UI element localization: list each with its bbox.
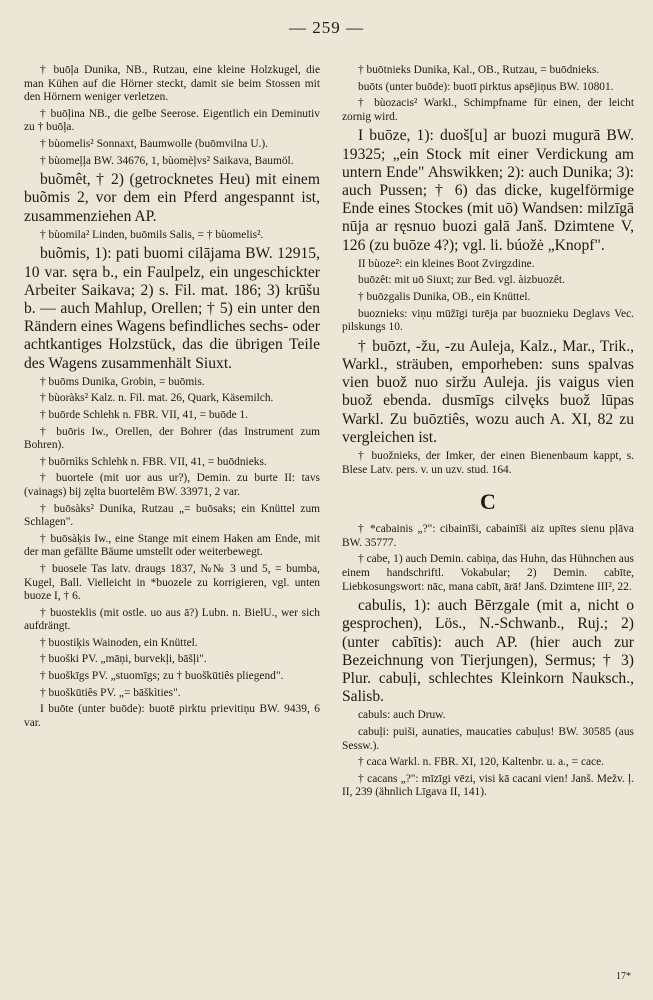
dictionary-entry: † buōsàķis Iw., eine Stange mit einem Haken am Ende, mit der man gefällte Bäume umstellt oder weiterbewegt. (24, 532, 320, 559)
right-column (342, 64, 634, 803)
dictionary-entry: † buoški PV. „māņi, burvekļi, bāšļi". (40, 653, 207, 666)
dictionary-entry: cabulis, 1): auch Bērzgale (mit a, nicht o gesprochen), Lös., N.-Schwanb., Ruj.; 2) (unter cabītis): auch AP. (hier auch zur Bezeichnung von Tierjungen), Sermus; † 3) Plur. cabuļi, schlechtes Kleinkorn Nauksch., Salisb. (342, 597, 634, 706)
dictionary-entry: I buōze, 1): duoš[u] ar buozi mugurā BW. 19325; „ein Stock mit einer Verdickung am untern Ende" Ahswikken; 2): auch Dunika; 3): auch Pussen; † 6) das dicke, kugelförmige Ende eines Stockes (mit uō) Wandsen: milzīgā nūja ar ręsnuo buozi galā Janš. Dzimtene V, 126 (zu buōze 4?); vgl. li. búožė „Knopf". (342, 127, 634, 254)
dictionary-entry: † buortele (mit uor aus ur?), Demin. zu burte II: tavs (vainags) bij zęlta buortelêm BW. 33971, 2 var. (24, 472, 320, 498)
dictionary-entry: † bùomelis² Sonnaxt, Baumwolle (buōmvilna U.). (40, 137, 269, 150)
dictionary-entry: buōzêt: mit uō Siuxt; zur Bed. vgl. àizbuozêt. (358, 274, 565, 287)
dictionary-entry: cabuls: auch Druw. (358, 709, 446, 722)
dictionary-entry: † cabe, 1) auch Demin. cabiņa, das Huhn, das Hühnchen aus einem handschriftl. Vokabular; 2) Demin. cabīte, Liebkosungswort: nāc, mana cabīt, ārā! Janš. Dzimtene III², 22. (342, 553, 634, 593)
dictionary-entry: † buōsàks² Dunika, Rutzau „= buōsaks; ein Knüttel zum Schlagen". (24, 502, 320, 529)
dictionary-entry: † *cabainis „?": cibainīši, cabainīši aiz upītes sienu pļāva BW. 35777. (342, 523, 634, 549)
dictionary-entry: cabuļi: puiši, aunaties, maucaties cabuļus! BW. 30585 (aus Sessw.). (342, 725, 634, 752)
dictionary-entry: † buosele Tas latv. draugs 1837, №№ 3 und 5, = bumba, Kugel, Ball. Vielleicht in *buozele zu korrigieren, vgl. unten buoze I, † 6. (24, 562, 320, 603)
dictionary-entry: † buoškīgs PV. „stuomīgs; zu † buoškūtiês pliegend". (40, 670, 284, 683)
signature-mark: 17* (616, 971, 631, 982)
dictionary-entry: † buostiķis Wainoden, ein Knüttel. (40, 636, 198, 649)
dictionary-entry: † buōzt, -žu, -zu Auleja, Kalz., Mar., Trik., Warkl., sträuben, emporheben: suns spalvas vien buož nuo siržu Auleja. jis vaigus vien buož ebenda. dusmīgs cilvęks buož lūpas Warkl. Zu buōztiês, wozu auch A. XI, 82 zu vergleichen ist. (342, 337, 634, 446)
dictionary-entry: † buōļa Dunika, NB., Rutzau, eine kleine Holzkugel, die man Kühen auf die Hörner steckt, damit sie beim Stossen mit den Hörnern weniger verletzen. (24, 64, 320, 104)
dictionary-entry: I buōte (unter buōde): buotē pirktu prievitiņu BW. 9439, 6 var. (24, 703, 320, 729)
dictionary-entry: † buōris Iw., Orellen, der Bohrer (das Instrument zum Bohren). (24, 425, 320, 452)
dictionary-entry: † cacans „?": mīzīgi vēzi, visi kā cacani vien! Janš. Mežv. ļ. II, 239 (ähnlich Līgava II, 141). (342, 772, 634, 799)
section-letter: C (480, 489, 496, 515)
dictionary-entry: buōts (unter buōde): buotī pirktus apsējiņus BW. 10801. (358, 80, 614, 93)
left-column (24, 64, 320, 733)
dictionary-entry: † bùoràks² Kalz. n. Fil. mat. 26, Quark, Käsemilch. (40, 392, 274, 405)
dictionary-entry: † buožnieks, der Imker, der einen Bienenbaum kappt, s. Blese Latv. pers. v. un uzv. stud. 164. (342, 449, 634, 476)
dictionary-entry: † buōms Dunika, Grobin, = buōmis. (40, 375, 205, 388)
dictionary-entry: buoznieks: viņu mūžīgi turēja par buoznieku Deglavs Vec. pilskungs 10. (342, 307, 634, 334)
dictionary-entry: † buosteklis (mit ostle. uo aus ā?) Lubn. n. BielU., wer sich aufdrängt. (24, 606, 320, 633)
dictionary-entry: † bùomila² Linden, buōmils Salis, = † bùomelis². (40, 228, 264, 241)
dictionary-entry: II bùoze²: ein kleines Boot Zvirgzdine. (358, 257, 535, 270)
dictionary-entry: † bùozacis² Warkl., Schimpfname für einen, der leicht zornig wird. (342, 97, 634, 123)
dictionary-entry: buõmêt, † 2) (getrocknetes Heu) mit einem buõmis 2, vor dem ein Pferd angespannt ist, zusammenziehen AP. (24, 171, 320, 225)
dictionary-entry: † buoškūtiês PV. „= bāškìties". (40, 686, 181, 699)
dictionary-entry: buõmis, 1): pati buomi cilājama BW. 12915, 10 var. sęra b., ein Faulpelz, ein ungeschickter Arbeiter Saikava; 2) s. Fil. mat. 186; 3) krūšu b. — auch Mahlup, Orellen; † 5) ein unter den Rändern eines Wagens befindliches sechs- oder achtkantiges Holzstück, das die übrigen Teile des Wagens zusammenhält Siuxt. (24, 245, 320, 372)
dictionary-entry: † buōzgalis Dunika, OB., ein Knüttel. (358, 290, 531, 303)
dictionary-entry: † buōtnieks Dunika, Kal., OB., Rutzau, = buōdnieks. (358, 64, 600, 76)
dictionary-entry: † buōrnìks Schlehk n. FBR. VII, 41, = buōdnieks. (40, 455, 267, 468)
dictionary-entry: † caca Warkl. n. FBR. XI, 120, Kaltenbr. u. a., = cace. (358, 756, 605, 769)
dictionary-entry: † buōļina NB., die gelbe Seerose. Eigentlich ein Deminutiv zu † buōļa. (24, 107, 320, 134)
dictionary-entry: † bùomeļļa BW. 34676, 1, bùomèļvs² Saikava, Baumöl. (40, 154, 294, 167)
dictionary-entry: † buōrde Schlehk n. FBR. VII, 41, = buōde 1. (40, 408, 249, 421)
page-number: — 259 — (289, 18, 364, 37)
